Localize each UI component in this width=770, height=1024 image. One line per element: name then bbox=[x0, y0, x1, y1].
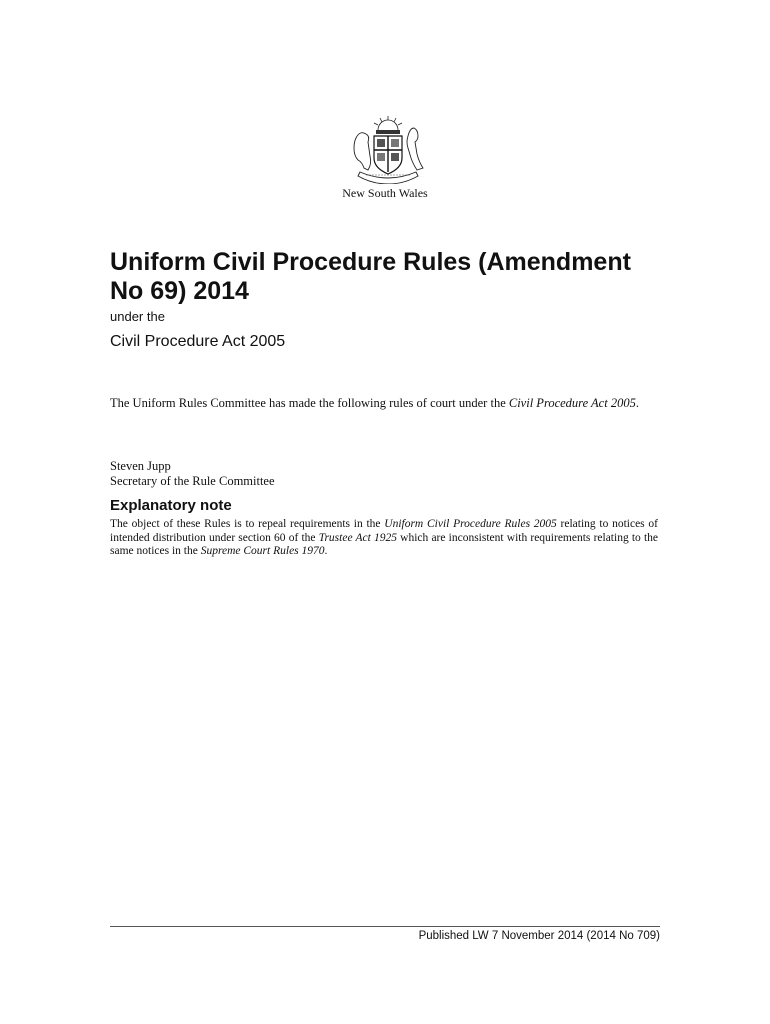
explanatory-note-body: The object of these Rules is to repeal requirements in the Uniform Civil Procedure Rules 2005 relating to notices of intended distribution under section 60 of the Trustee Act 1925 which are inconsistent with requirements relating to the same notices in the Supreme Court Rules 1970. bbox=[110, 518, 659, 557]
signer-position: Secretary of the Rule Committee bbox=[110, 474, 275, 488]
title-line-2: No 69) 2014 bbox=[110, 277, 249, 305]
making-statement: The Uniform Rules Committee has made the following rules of court under the Civil Procedure Act 2005. bbox=[110, 396, 639, 410]
parent-act: Civil Procedure Act 2005 bbox=[110, 333, 286, 350]
signer-name: Steven Jupp bbox=[110, 459, 171, 473]
act-reference: Civil Procedure Act 2005 bbox=[508, 396, 636, 410]
document-title bbox=[110, 248, 670, 306]
explanatory-note-heading: Explanatory note bbox=[110, 497, 232, 514]
publication-footer: Published LW 7 November 2014 (2014 No 709) bbox=[418, 930, 660, 942]
jurisdiction-label: New South Wales bbox=[342, 186, 428, 200]
coat-of-arms-icon bbox=[338, 110, 438, 184]
title-line-1: Uniform Civil Procedure Rules (Amendment bbox=[110, 248, 631, 276]
under-label: under the bbox=[110, 309, 165, 324]
signer-block bbox=[110, 459, 275, 489]
footer-divider bbox=[110, 926, 660, 927]
